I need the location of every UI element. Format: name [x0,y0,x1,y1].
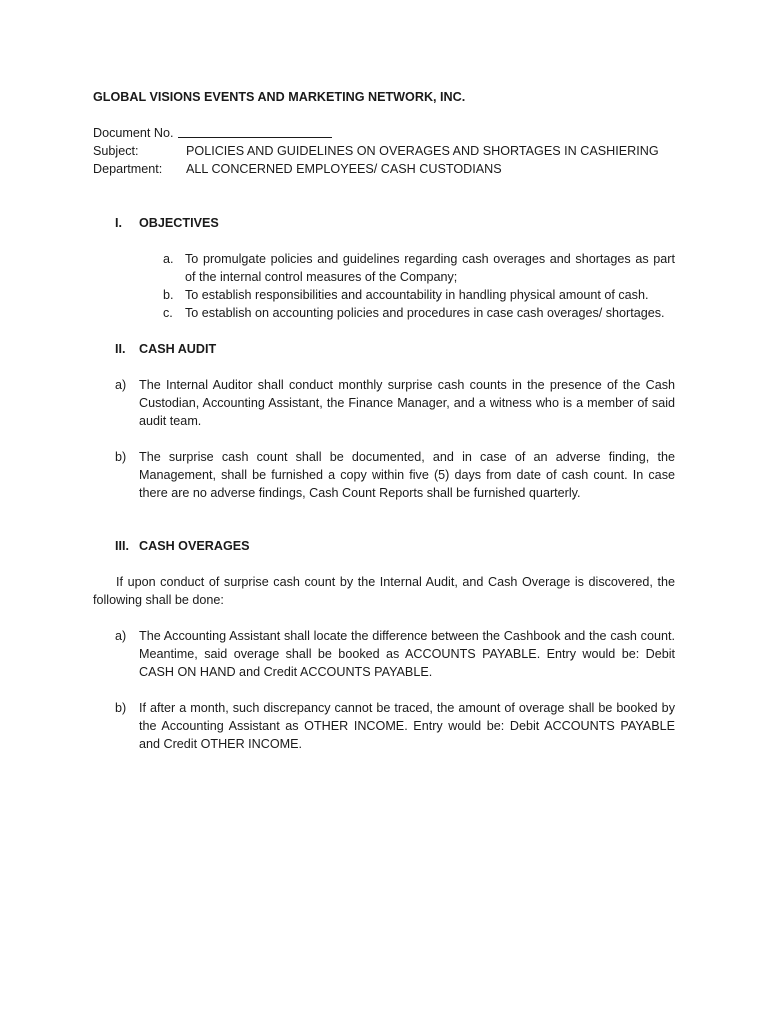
section-title: CASH AUDIT [139,342,217,356]
list-marker: a) [115,629,127,643]
document-number-row [93,124,675,142]
list-item-text: If after a month, such discrepancy cannot be traced, the amount of overage shall be booked by the Accounting Assistant as OTHER INCOME. Entry would be: Debit ACCOUNTS PAYABLE and Credit OTHER INCOME. [139,701,675,751]
list-item [93,286,675,304]
subject-row [93,142,675,160]
subject-label: Subject: [93,144,139,158]
document-page [93,88,675,753]
list-marker: b) [115,450,127,464]
section-number: III. [115,539,129,553]
objectives-list [93,250,675,322]
department-row [93,160,675,178]
section-title: OBJECTIVES [139,216,219,230]
list-item-text: To establish responsibilities and accountability in handling physical amount of cash. [185,288,649,302]
section-number: I. [115,216,122,230]
company-name: GLOBAL VISIONS EVENTS AND MARKETING NETWORK, INC. [93,90,466,104]
list-item [93,376,675,430]
list-item-text: The Internal Auditor shall conduct monthly surprise cash counts in the presence of the Cash Custodian, Accounting Assistant, the Finance Manager, and a witness who is a member of said audit team. [139,378,675,428]
list-marker: b) [115,701,127,715]
list-marker: a. [163,252,174,266]
section-intro-paragraph: If upon conduct of surprise cash count by the Internal Audit, and Cash Overage is discovered, the following shall be done: [93,575,675,607]
section-number: II. [115,342,126,356]
list-item [93,250,675,286]
section-cash-overages-heading [93,537,675,555]
list-marker: c. [163,306,173,320]
list-item [93,448,675,502]
department-label: Department: [93,162,163,176]
list-item-text: The surprise cash count shall be documented, and in case of an adverse finding, the Management, shall be furnished a copy within five (5) days from date of cash count. In case there are no adverse findings, Cash Count Reports shall be furnished quarterly. [139,450,675,500]
document-number-label: Document No. [93,126,174,140]
subject-value: POLICIES AND GUIDELINES ON OVERAGES AND SHORTAGES IN CASHIERING [186,144,659,158]
section-objectives-heading [93,214,675,232]
list-marker: b. [163,288,174,302]
department-value: ALL CONCERNED EMPLOYEES/ CASH CUSTODIANS [186,162,502,176]
list-item [93,304,675,322]
list-item-text: To promulgate policies and guidelines regarding cash overages and shortages as part of the internal control measures of the Company; [185,252,675,284]
list-marker: a) [115,378,127,392]
document-number-blank [178,124,332,138]
list-item-text: To establish on accounting policies and procedures in case cash overages/ shortages. [185,306,665,320]
section-cash-audit-heading [93,340,675,358]
list-item [93,627,675,681]
section-title: CASH OVERAGES [139,539,250,553]
list-item-text: The Accounting Assistant shall locate the difference between the Cashbook and the cash count. Meantime, said overage shall be booked as ACCOUNTS PAYABLE. Entry would be: Debit CASH ON HAND and Credit ACCOUNTS PAYABLE. [139,629,675,679]
list-item [93,699,675,753]
